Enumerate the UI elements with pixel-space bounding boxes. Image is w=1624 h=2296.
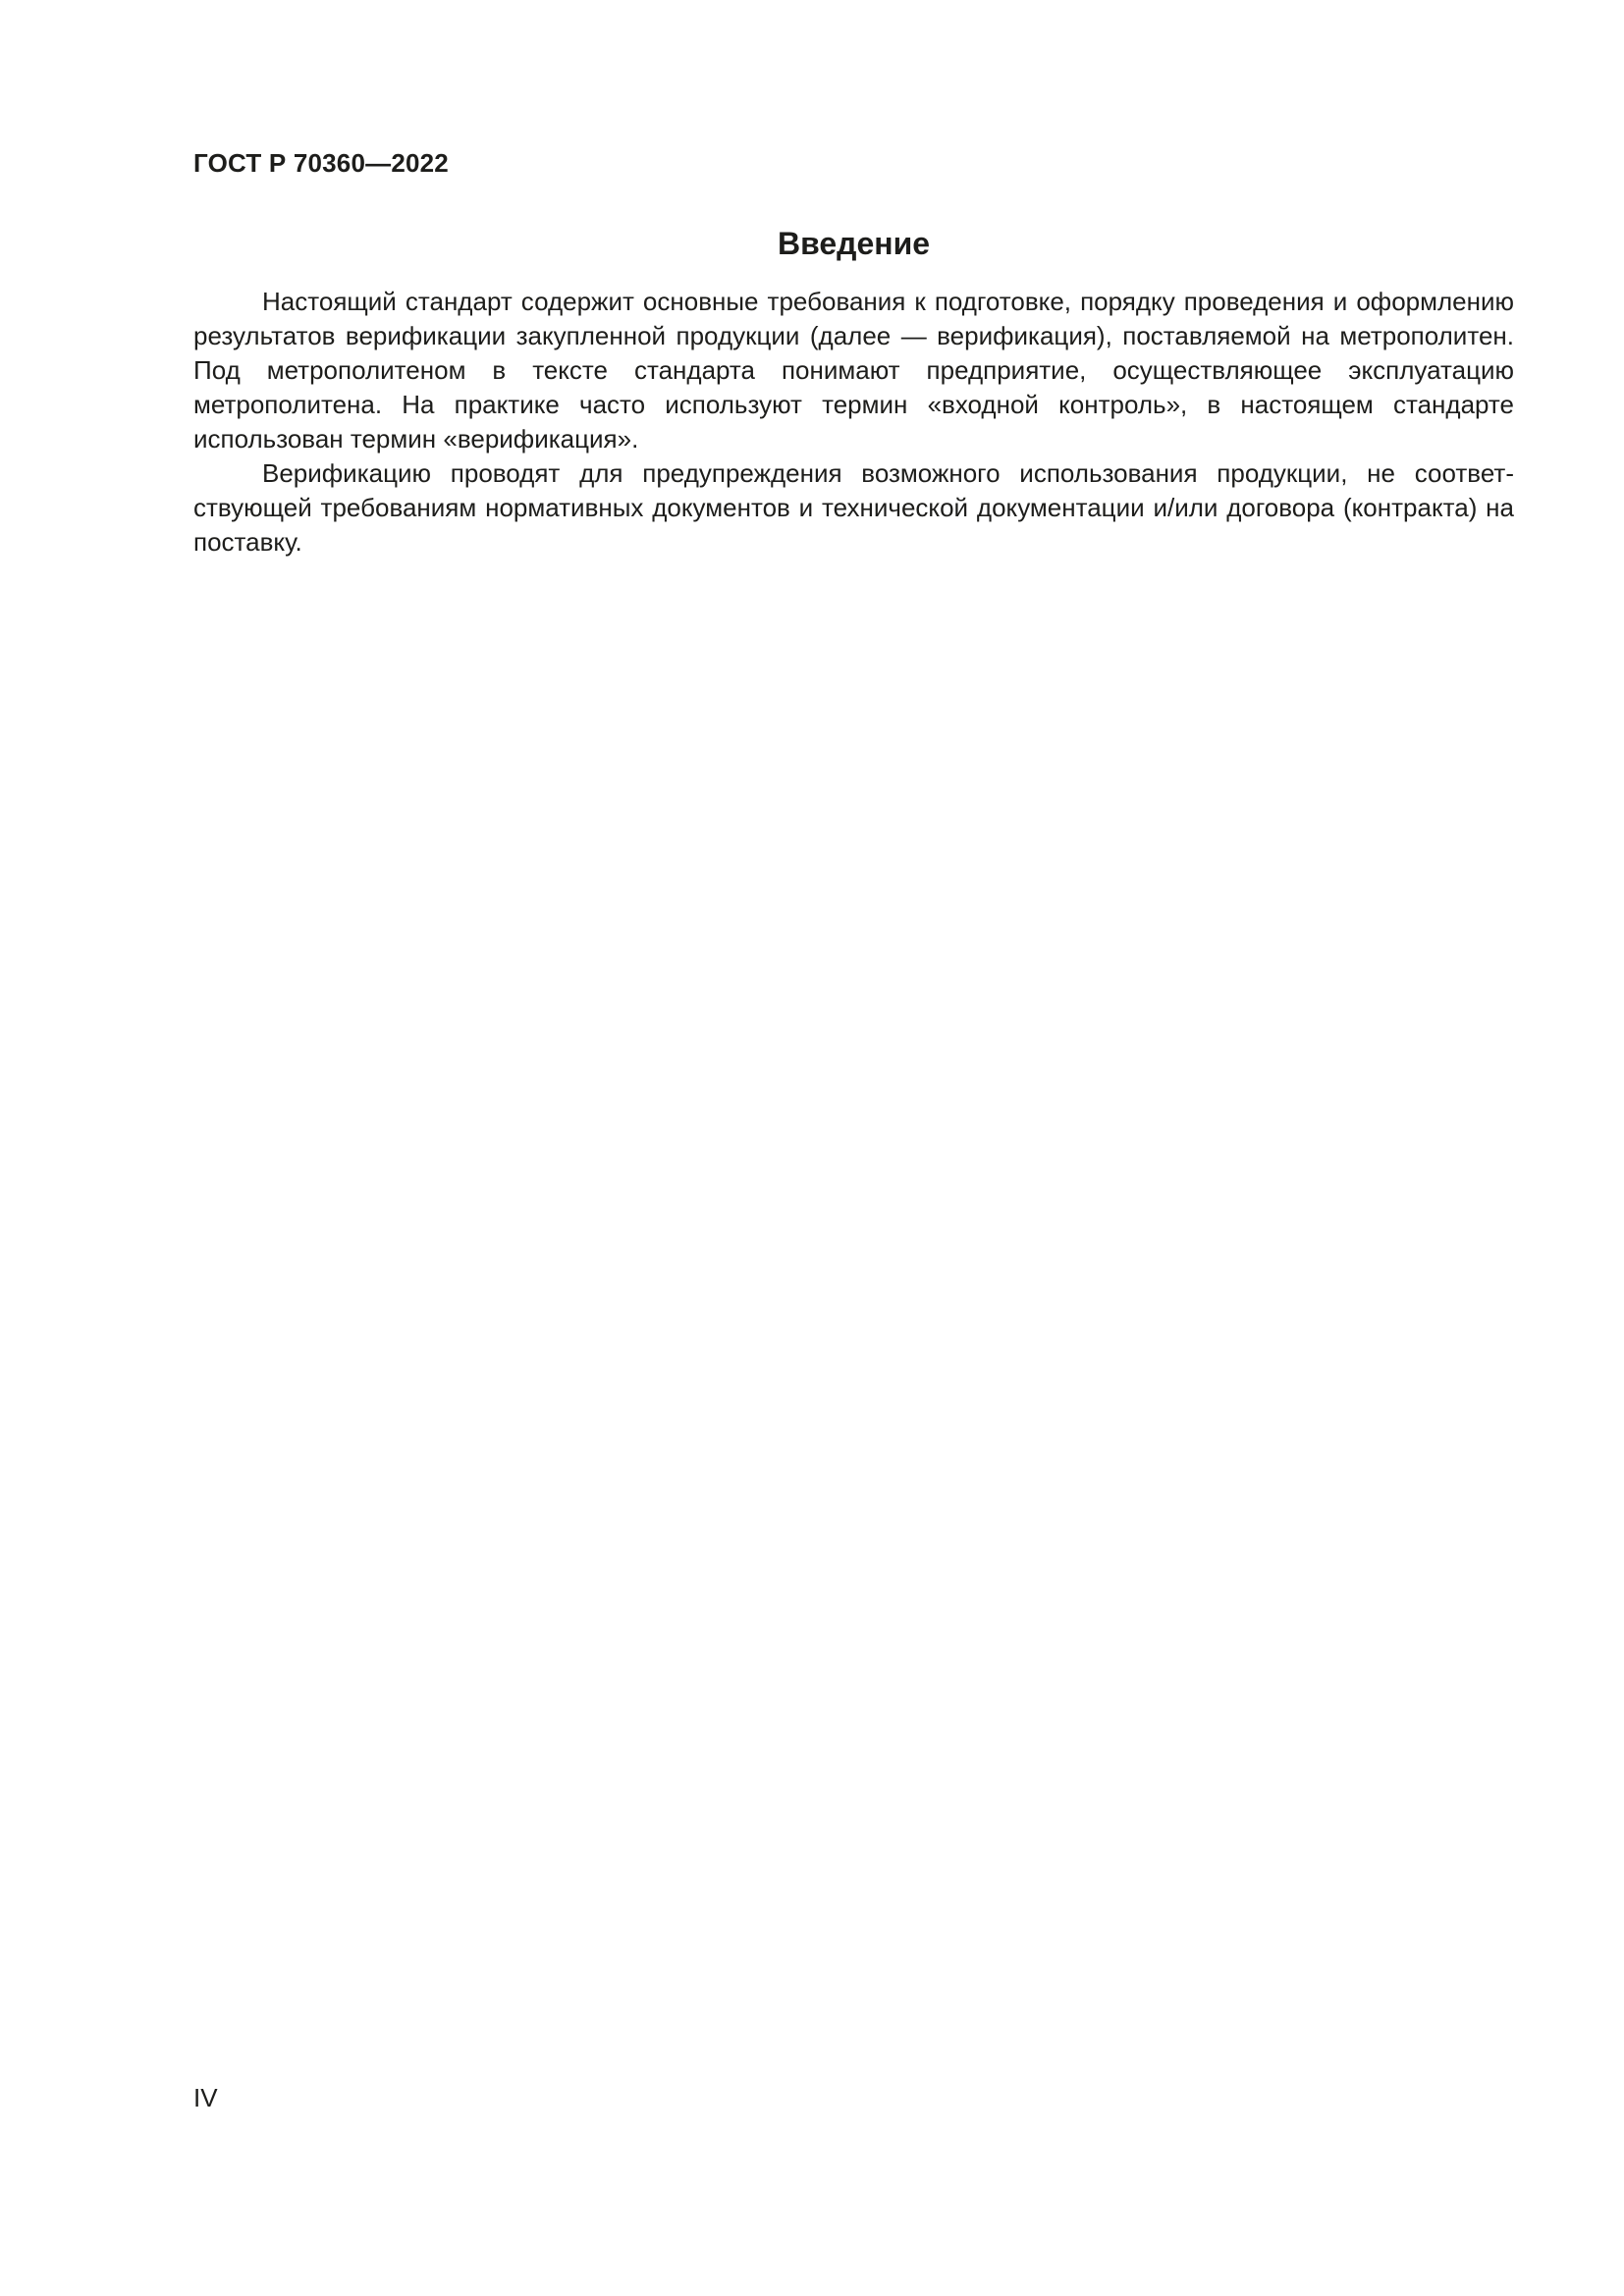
page-number: IV bbox=[193, 2083, 218, 2112]
standard-code-header: ГОСТ Р 70360—2022 bbox=[193, 148, 449, 178]
paragraph-1: Настоящий стандарт содержит основные требования к подготовке, порядку проведения и оформлению результатов верификации закупленной продукции (далее — верификация), поставляемой на метрополитен. Под метрополитеном в тексте стандарта понимают предприятие, осуществляющее эксплуатацию метрополитена. На практике часто используют термин «входной контроль», в настоящем стандарте использован термин «верификация». bbox=[193, 287, 1514, 454]
introduction-body bbox=[193, 285, 1514, 560]
section-title: Введение bbox=[777, 226, 931, 261]
paragraph-2: Верификацию проводят для предупреждения возможного использования продукции, не соответствующей требованиям нормативных документов и технической документации и/или договора (контракта) на поставку. bbox=[193, 458, 1514, 557]
